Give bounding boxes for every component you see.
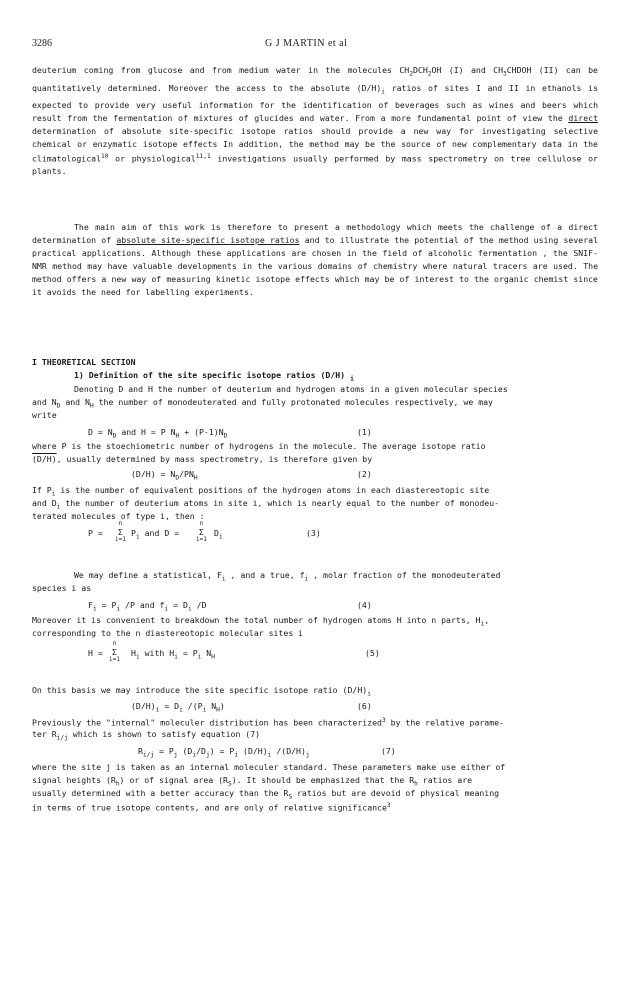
equation-5: H = [88, 648, 103, 658]
equation-2-number: (2) [357, 469, 372, 479]
body-line: Denoting D and H the number of deuterium and hydrogen atoms in a given molecular species [74, 384, 508, 394]
equation-3-rhs: $P_i$ and D = [131, 528, 180, 541]
equation-5-number: (5) [365, 648, 380, 658]
subsection-heading: 1) Definition of the site specific isotope ratios (D/H) $_i$ [74, 370, 354, 383]
equation-3-number: (3) [306, 528, 321, 538]
body-line: signal heights $(R_h)$ or of signal area $(R_S)$. It should be emphasized that the $R_h$ ratios are [32, 775, 473, 788]
equation-2: $(D/H) = N_D/PN_H$ [131, 469, 198, 482]
equation-7: $R_{i/j} = P_j$ $(D_i/D_j) = P_i$ $(D/H)_i$ $/(D/H)_j$ [138, 746, 310, 759]
body-line: On this basis we may introduce the site specific isotope ratio $(D/H)_i$ [32, 685, 371, 698]
body-line: If $P_i$ is the number of equivalent positions of the hydrogen atoms in each diastereotopic site [32, 485, 490, 498]
body-line: corresponding to the n diastereotopic molecular sites i [32, 628, 304, 638]
running-title: G J MARTIN et al [265, 38, 348, 49]
equation-1-number: (1) [357, 427, 372, 437]
equation-3: P = [88, 528, 103, 538]
body-line: species i as [32, 583, 92, 593]
body-line: (D/H), usually determined by mass spectrometry, is therefore given by [32, 454, 373, 464]
section-heading: I THEORETICAL SECTION [32, 357, 136, 367]
equation-1: $D = N_D$ and H = P $N_H + (P-1)N_D$ [88, 427, 228, 440]
equation-4: $F_i = P_i$ /P and $f_i = D_i$ /D [88, 600, 207, 613]
body-line: where P is the stoechiometric number of hydrogens in the molecule. The average isotope ratio [32, 441, 486, 451]
absolute-ratios-underlined: absolute site-specific isotope ratios [116, 234, 300, 245]
body-line: Previously the "internal" moleculer distribution has been characterized$^3$ by the relative parame- [32, 717, 505, 728]
body-line: in terms of true isotope contents, and are only of relative significance$^3$ [32, 802, 391, 813]
summation-symbol: n Σ i=1 [115, 520, 126, 543]
equation-5-rhs: $H_i$ with $H_i = P_i$ $N_H$ [131, 648, 215, 661]
body-line: where the site j is taken as an internal moleculer standard. These parameters make use either of [32, 762, 506, 772]
page-number: 3286 [32, 38, 52, 49]
equation-7-number: (7) [381, 746, 396, 756]
body-line: We may define a statistical, $F_i$ , and a true, $f_i$ , molar fraction of the monodeuterated [74, 570, 501, 583]
equation-4-number: (4) [357, 600, 372, 610]
body-line: ter $R_{i/j}$ which is shown to satisfy equation (7) [32, 729, 261, 742]
equation-6-number: (6) [357, 701, 372, 711]
body-line: usually determined with a better accuracy than the $R_S$ ratios but are devoid of physical meaning [32, 788, 500, 801]
summation-symbol: n Σ i=1 [109, 640, 120, 663]
body-line: write [32, 410, 57, 420]
body-line: and $D_i$ the number of deuterium atoms in site i, which is nearly equal to the number of monodeu- [32, 498, 500, 511]
body-line: Moreover it is convenient to breakdown the total number of hydrogen atoms H into n parts, $H_i$, [32, 615, 490, 628]
direct-underlined: direct [568, 113, 598, 123]
equation-3-d: $D_i$ [214, 528, 223, 541]
body-line: terated molecules of type i, then : [32, 511, 205, 521]
equation-6: $(D/H)_i = D_i$ $/(P_i$ $N_H$) [131, 701, 225, 714]
body-line: and $N_D$ and $N_H$ the number of monodeuterated and fully protonated molecules respectively, we may [32, 397, 493, 410]
summation-symbol: n Σ i=1 [196, 520, 207, 543]
intro-paragraph-2: The main aim of this work is therefore to present a methodology which meets the challenge of a direct determination of absolute site-specific isotope ratios and to illustrate the potential of the method using several practical applications. Although these applications are chosen in the field of alcoholic fermentation , the SNIF-NMR method may have valuable developments in the various domains of chemistry where natural tracers are used. The method offers a new way of measuring kinetic isotope effects which may be of interest to the organic chemist since it avoids the need for labelling experiments. [32, 222, 598, 297]
intro-paragraph-1: deuterium coming from glucose and from medium water in the molecules $CH_2DCH_2OH$ (I) and $CH_3CHDOH$ (II) can be quantitatively determined. Moreover the access to the absolute $(D/H)_i$ ratios of sites I and II in ethanols is expected to provide very useful information for the identification of beverages such as wines and beers which result from the fermentation of mixtures of glucides and water. From a more fundamental point of view the direct determination of absolute site-specific isotope ratios should provide a new way for investigating selective chemical or enzymatic isotope effects In addition, the method may be the source of new complementary data in the climatological$^{10}$ or physiological$^{11,1}$ investigations usually performed by mass spectrometry on tree cellulose or plants. [32, 65, 598, 177]
